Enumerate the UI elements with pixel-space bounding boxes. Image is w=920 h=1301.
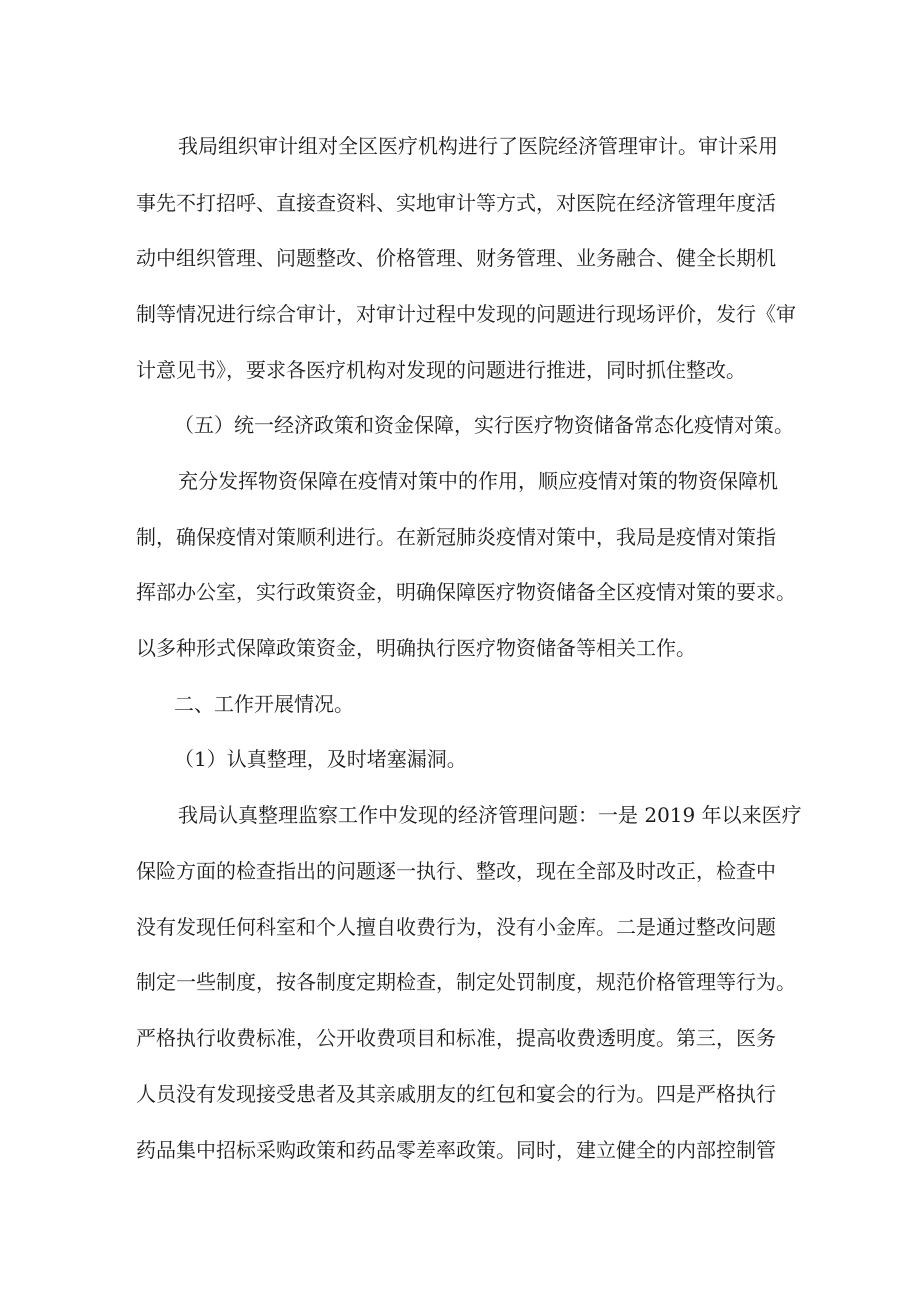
line-text: 药品集中招标采购政策和药品零差率政策。同时，建立健全的内部控制管: [136, 1138, 776, 1162]
paragraph-line: [0, 126, 920, 166]
line-text: 我局认真整理监察工作中发现的经济管理问题：一是 2019 年以来医疗: [178, 803, 802, 827]
heading-text: （1）认真整理，及时堵塞漏洞。: [174, 747, 467, 771]
line-text: 制，确保疫情对策顺利进行。在新冠肺炎疫情对策中，我局是疫情对策指: [136, 525, 776, 549]
paragraph-line: [0, 795, 920, 835]
heading-text: （五）统一经济政策和资金保障，实行医疗物资储备常态化疫情对策。: [174, 413, 794, 437]
paragraph-line: [0, 572, 920, 612]
line-text: 挥部办公室，实行政策资金，明确保障医疗物资储备全区疫情对策的要求。: [136, 580, 796, 604]
paragraph-line: [0, 1018, 920, 1058]
line-text: 充分发挥物资保障在疫情对策中的作用，顺应疫情对策的物资保障机: [178, 469, 778, 493]
heading-text: 二、工作开展情况。: [174, 692, 354, 716]
paragraph-line: [0, 628, 920, 668]
line-text: 我局组织审计组对全区医疗机构进行了医院经济管理审计。审计采用: [178, 134, 778, 158]
paragraph-line: [0, 183, 920, 223]
paragraph-line: [0, 851, 920, 891]
section-heading: [0, 405, 920, 445]
paragraph-line: [0, 517, 920, 557]
line-text: 人员没有发现接受患者及其亲戚朋友的红包和宴会的行为。四是严格执行: [136, 1082, 776, 1106]
paragraph-line: [0, 294, 920, 334]
paragraph-line: [0, 238, 920, 278]
section-heading: [0, 684, 920, 724]
line-text: 制等情况进行综合审计，对审计过程中发现的问题进行现场评价，发行《审: [136, 302, 796, 326]
paragraph-line: [0, 461, 920, 501]
paragraph-line: [0, 962, 920, 1002]
paragraph-line: [0, 1130, 920, 1170]
line-text: 保险方面的检查指出的问题逐一执行、整改，现在全部及时改正，检查中: [136, 859, 776, 883]
line-text: 以多种形式保障政策资金，明确执行医疗物资储备等相关工作。: [136, 636, 696, 660]
paragraph-line: [0, 350, 920, 390]
line-text: 严格执行收费标准，公开收费项目和标准，提高收费透明度。第三，医务: [136, 1026, 776, 1050]
line-text: 动中组织管理、问题整改、价格管理、财务管理、业务融合、健全长期机: [136, 246, 776, 270]
paragraph-line: [0, 907, 920, 947]
line-text: 没有发现任何科室和个人擅自收费行为，没有小金库。二是通过整改问题: [136, 915, 776, 939]
line-text: 计意见书》，要求各医疗机构对发现的问题进行推进，同时抓住整改。: [136, 358, 746, 382]
subsection-heading: [0, 739, 920, 779]
paragraph-line: [0, 1074, 920, 1114]
line-text: 制定一些制度，按各制度定期检查，制定处罚制度，规范价格管理等行为。: [136, 970, 796, 994]
line-text: 事先不打招呼、直接查资料、实地审计等方式，对医院在经济管理年度活: [136, 191, 776, 215]
